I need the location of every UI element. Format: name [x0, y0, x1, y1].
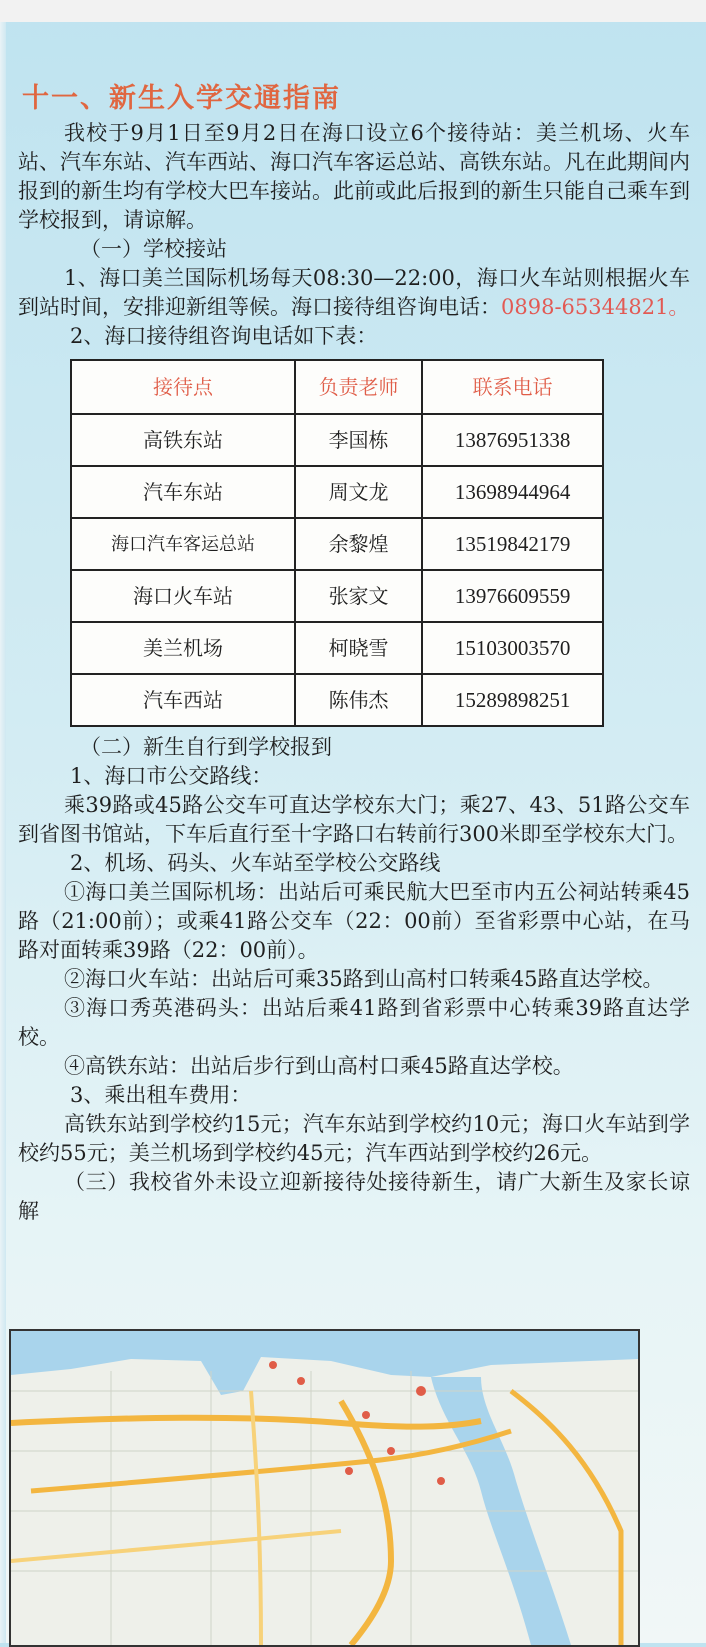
top-margin-strip — [0, 0, 706, 22]
table-row — [71, 414, 603, 466]
table-cell-teacher: 陈伟杰 — [295, 674, 422, 726]
part1-item1-text: 1、海口美兰国际机场每天08:30—22:00，海口火车站则根据火车到站时间，安排迎新组等候。海口接待组咨询电话： — [18, 266, 690, 319]
table-row — [71, 466, 603, 518]
part2-heading: （二）新生自行到学校报到 — [80, 735, 332, 759]
table-cell-teacher: 余黎煌 — [295, 518, 422, 570]
table-row — [71, 674, 603, 726]
table-cell-phone: 15289898251 — [422, 674, 603, 726]
page-edge — [0, 22, 6, 1643]
map-drawing — [11, 1331, 638, 1645]
table-cell-teacher: 柯晓雪 — [295, 622, 422, 674]
part3-note: （三）我校省外未设立迎新接待处接待新生，请广大新生及家长谅解 — [18, 1170, 690, 1223]
guide-page — [18, 84, 690, 1226]
route-heading: 2、机场、码头、火车站至学校公交路线 — [70, 851, 441, 875]
table-cell-station: 海口火车站 — [71, 570, 295, 622]
table-cell-station: 汽车东站 — [71, 466, 295, 518]
map-marker — [387, 1447, 395, 1455]
table-header-row — [71, 360, 603, 414]
table-cell-phone: 13976609559 — [422, 570, 603, 622]
table-cell-teacher: 周文龙 — [295, 466, 422, 518]
table-row — [71, 518, 603, 570]
table-cell-teacher: 李国栋 — [295, 414, 422, 466]
table-cell-phone: 13698944964 — [422, 466, 603, 518]
map-marker — [437, 1477, 445, 1485]
table-row — [71, 622, 603, 674]
table-header-cell: 负责老师 — [295, 360, 422, 414]
consult-phone: 0898-65344821。 — [501, 295, 690, 319]
table-row — [71, 570, 603, 622]
table-cell-phone: 13519842179 — [422, 518, 603, 570]
table-cell-station: 汽车西站 — [71, 674, 295, 726]
map-marker — [297, 1377, 305, 1385]
contact-table-wrap — [70, 359, 690, 727]
contact-table — [70, 359, 604, 727]
section-title: 十一、新生入学交通指南 — [22, 83, 341, 114]
table-cell-station: 海口汽车客运总站 — [71, 518, 295, 570]
map-marker — [345, 1467, 353, 1475]
table-cell-teacher: 张家文 — [295, 570, 422, 622]
intro-paragraph: 我校于9月1日至9月2日在海口设立6个接待站：美兰机场、火车站、汽车东站、汽车西站、海口汽车客运总站、高铁东站。凡在此期间内报到的新生均有学校大巴车接站。此前或此后报到的新生只能自己乘车到学校报到，请谅解。 — [18, 121, 690, 232]
route-seaport: ③海口秀英港码头：出站后乘41路到省彩票中心转乘39路直达学校。 — [18, 996, 690, 1049]
part1-item1 — [18, 264, 690, 322]
part1-item2: 2、海口接待组咨询电话如下表： — [70, 324, 378, 348]
bus-text: 乘39路或45路公交车可直达学校东大门；乘27、43、51路公交车到省图书馆站，下车后直行至十字路口右转前行300米即至学校东大门。 — [18, 793, 690, 846]
city-map — [9, 1329, 640, 1647]
map-marker — [362, 1411, 370, 1419]
table-header-cell: 接待点 — [71, 360, 295, 414]
taxi-text: 高铁东站到学校约15元；汽车东站到学校约10元；海口火车站到学校约55元；美兰机场到学校约45元；汽车西站到学校约26元。 — [18, 1112, 690, 1165]
table-cell-station: 美兰机场 — [71, 622, 295, 674]
taxi-heading: 3、乘出租车费用： — [70, 1083, 252, 1107]
map-marker — [416, 1386, 426, 1396]
table-cell-phone: 13876951338 — [422, 414, 603, 466]
map-marker — [269, 1361, 277, 1369]
part1-heading: （一）学校接站 — [80, 237, 227, 261]
table-cell-phone: 15103003570 — [422, 622, 603, 674]
route-high-speed-rail: ④高铁东站：出站后步行到山高村口乘45路直达学校。 — [64, 1054, 574, 1078]
bus-heading: 1、海口市公交路线： — [70, 764, 273, 788]
route-train-station: ②海口火车站：出站后可乘35路到山高村口转乘45路直达学校。 — [64, 967, 664, 991]
table-header-cell: 联系电话 — [422, 360, 603, 414]
route-airport: ①海口美兰国际机场：出站后可乘民航大巴至市内五公祠站转乘45路（21:00前）；或乘41路公交车（22：00前）至省彩票中心站，在马路对面转乘39路（22：00前）。 — [18, 880, 690, 962]
table-cell-station: 高铁东站 — [71, 414, 295, 466]
